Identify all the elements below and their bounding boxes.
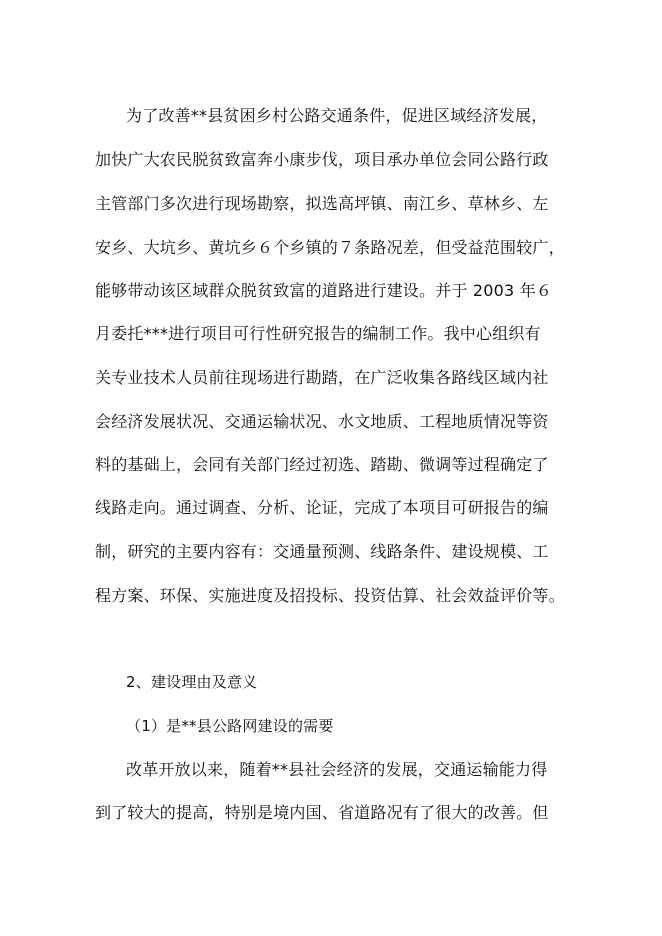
paragraph-line: 会经济发展状况、交通运输状况、水文地质、工程地质情况等资 <box>95 412 549 431</box>
paragraph-line: 料的基础上，会同有关部门经过初选、踏勘、微调等过程确定了 <box>95 455 549 474</box>
paragraph-line: 安乡、大坑乡、黄坑乡６个乡镇的７条路况差，但受益范围较广， <box>95 238 565 257</box>
paragraph-line: 到了较大的提高，特别是境内国、省道路况有了很大的改善。但 <box>95 803 549 822</box>
section-subheading: （1）是**县公路网建设的需要 <box>126 717 334 735</box>
paragraph-line: 能够带动该区域群众脱贫致富的道路进行建设。并于 2003 年６ <box>95 281 553 300</box>
paragraph-line: 为了改善**县贫困乡村公路交通条件，促进区域经济发展， <box>126 106 548 125</box>
section-heading: 2、建设理由及意义 <box>126 673 258 691</box>
paragraph-line: 月委托***进行项目可行性研究报告的编制工作。我中心组织有 <box>95 324 541 343</box>
paragraph-line: 制，研究的主要内容有：交通量预测、线路条件、建设规模、工 <box>95 542 549 561</box>
paragraph-line: 加快广大农民脱贫致富奔小康步伐，项目承办单位会同公路行政 <box>95 150 549 169</box>
paragraph-line: 线路走向。通过调查、分析、论证，完成了本项目可研报告的编 <box>95 498 549 517</box>
paragraph-line: 程方案、环保、实施进度及招投标、投资估算、社会效益评价等。 <box>95 586 565 605</box>
paragraph-line: 改革开放以来，随着**县社会经济的发展，交通运输能力得 <box>126 760 548 779</box>
paragraph-line: 主管部门多次进行现场勘察，拟选高坪镇、南江乡、草林乡、左 <box>95 194 549 213</box>
paragraph-line: 关专业技术人员前往现场进行勘踏，在广泛收集各路线区域内社 <box>95 368 549 387</box>
